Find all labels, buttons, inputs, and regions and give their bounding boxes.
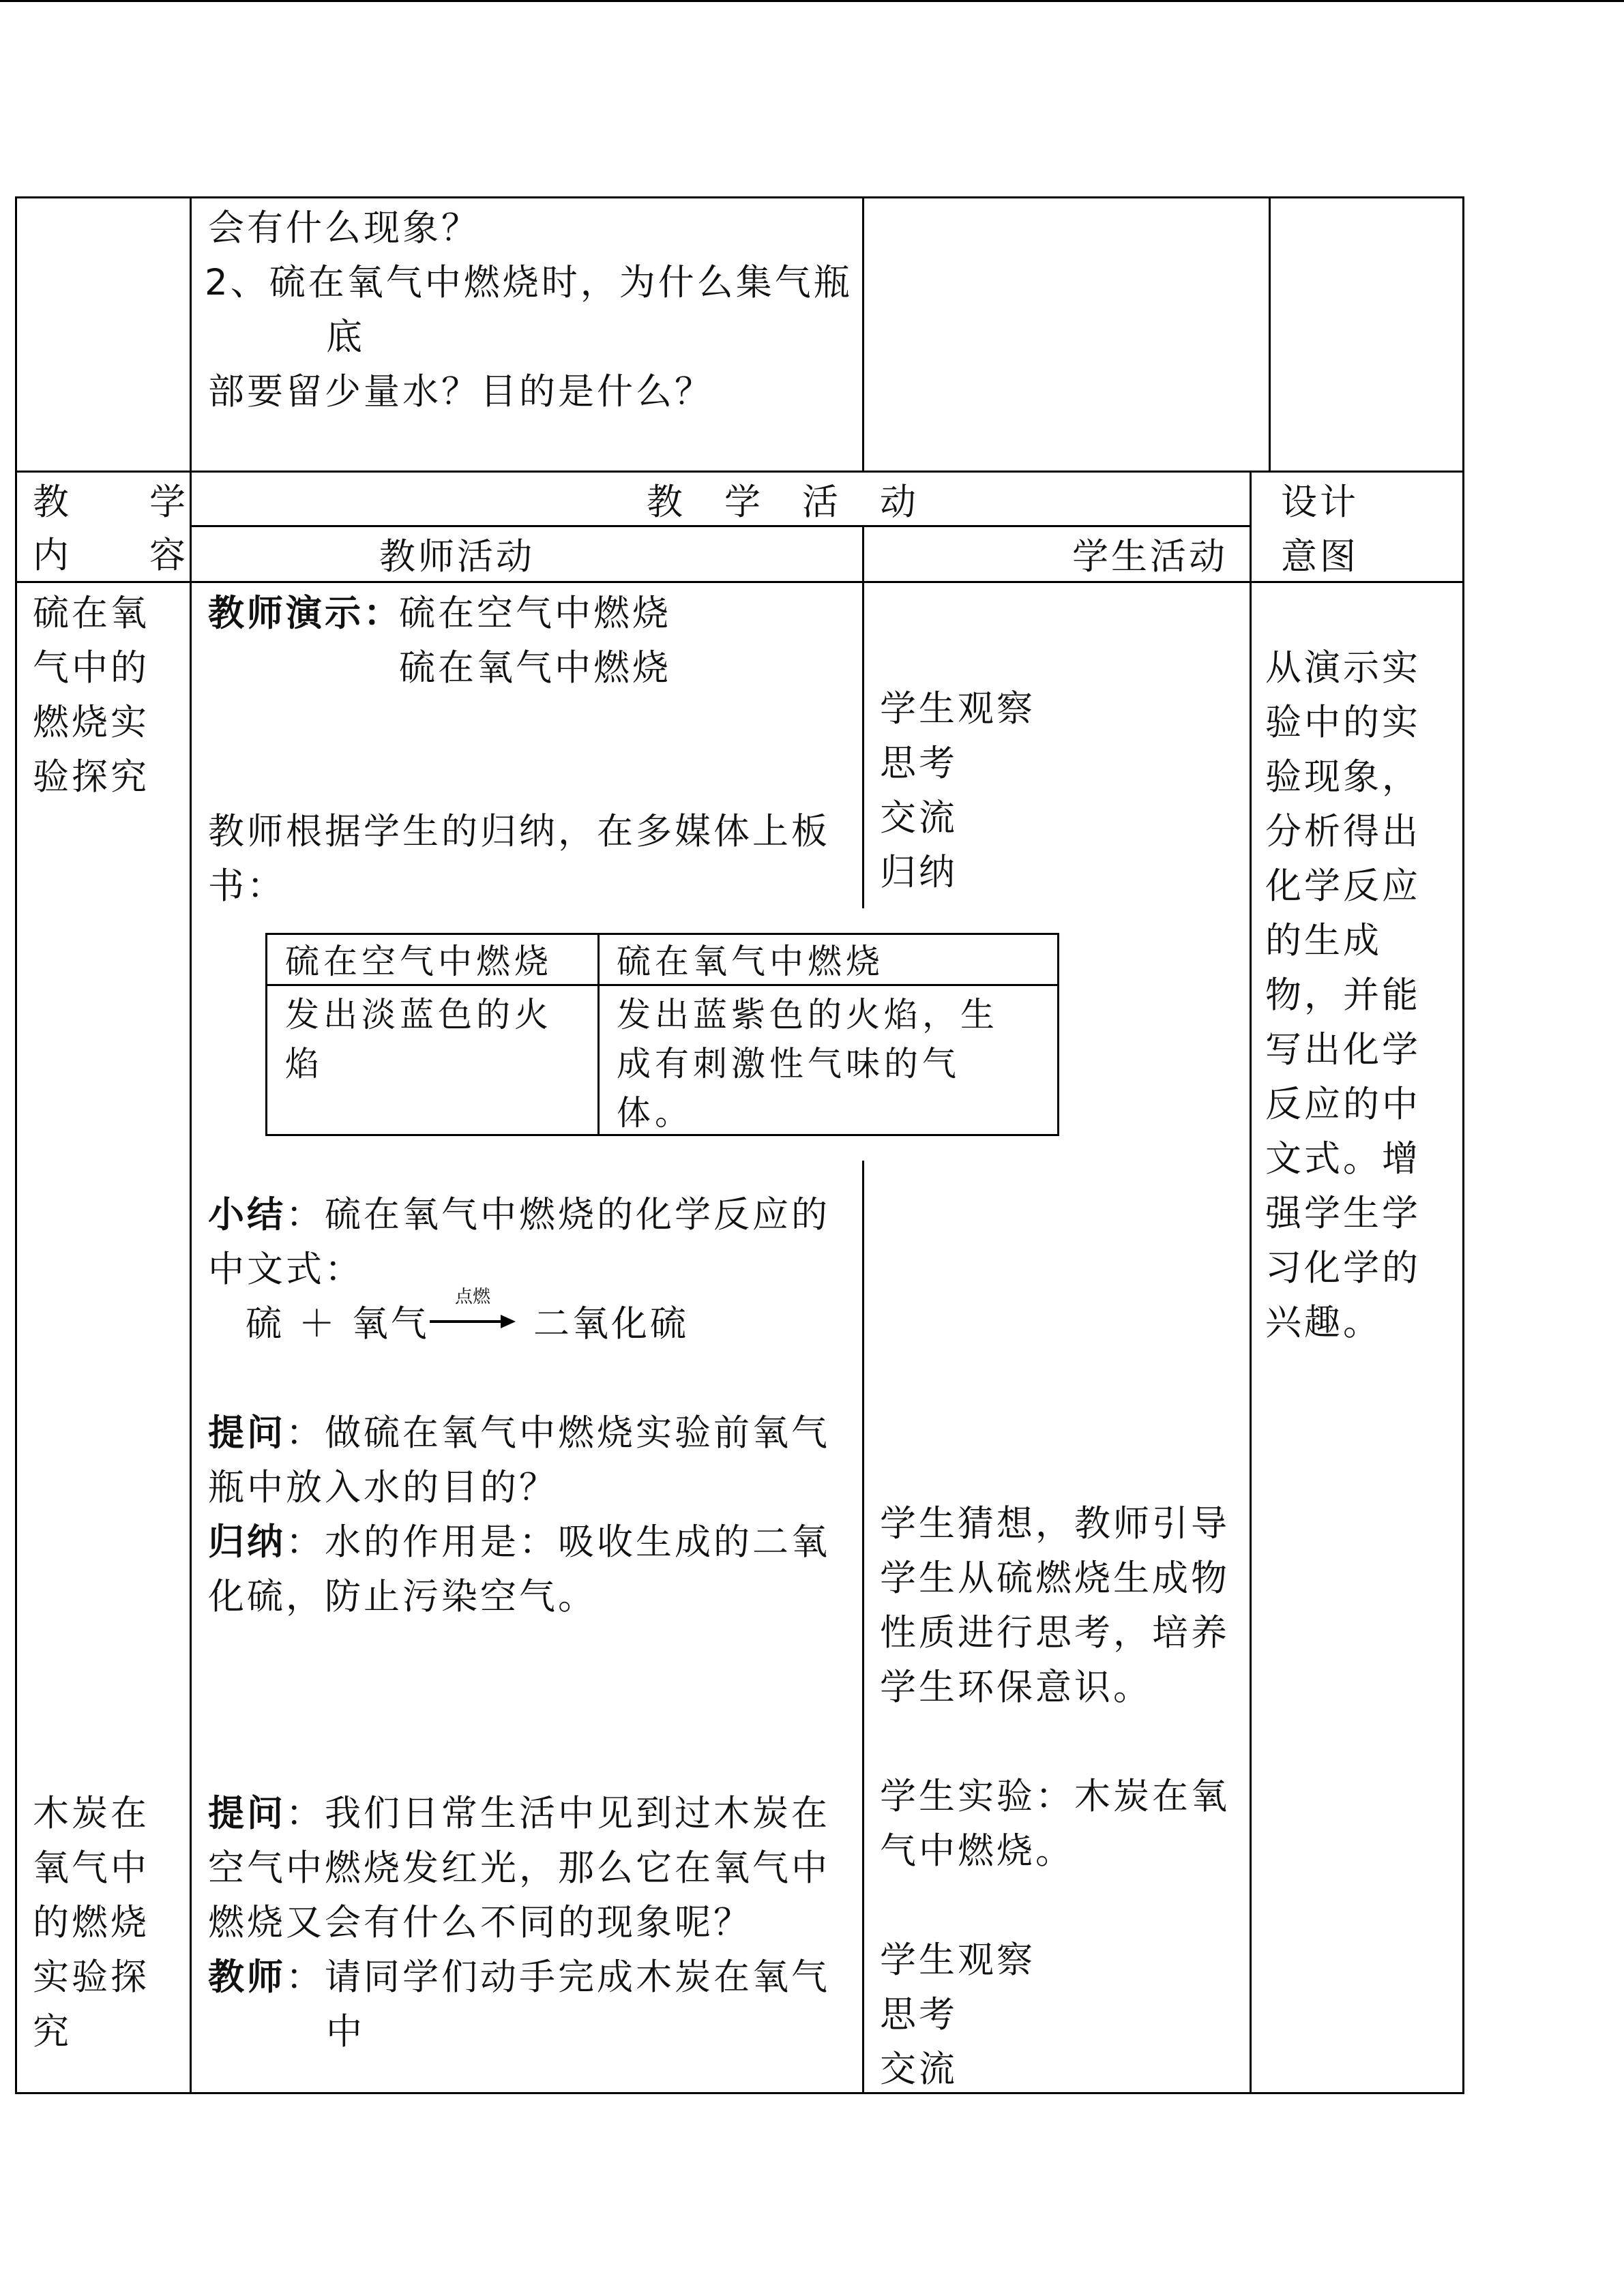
design-line: 从演示实 [1265, 647, 1421, 689]
question-text: ：做硫在氧气中燃烧实验前氧气 [286, 1412, 830, 1454]
student-line: 思考 [880, 743, 958, 784]
content-line: 硫在氧 [33, 593, 149, 634]
question-line: 底 [326, 316, 365, 358]
content-line: 验探究 [33, 756, 149, 798]
header-content-label: 内 容 [33, 535, 188, 576]
design-line: 文式。增 [1265, 1138, 1421, 1180]
compare-cell: 发出蓝紫色的火焰，生 [617, 995, 999, 1034]
design-line: 兴趣。 [1265, 1302, 1382, 1343]
content-line: 的燃烧 [33, 1902, 149, 1943]
equation-condition: 点燃 [454, 1287, 490, 1307]
content-line: 气中的 [33, 647, 149, 689]
teacher-line: 中 [326, 2011, 365, 2053]
student-line: 学生观察 [880, 1939, 1035, 1981]
summary-text: ：硫在氧气中燃烧的化学反应的 [286, 1194, 830, 1236]
summary-line: 中文式： [208, 1249, 364, 1290]
header-design-label: 设计 [1281, 481, 1359, 523]
content-line: 燃烧实 [33, 702, 149, 743]
compare-cell: 发出淡蓝色的火 [285, 995, 552, 1034]
compare-header: 硫在空气中燃烧 [285, 942, 552, 981]
reaction-arrow-icon [428, 1287, 517, 1332]
summary-label: 小结 [208, 1194, 286, 1236]
equation-arrow [428, 1287, 517, 1332]
student-line: 学生从硫燃烧生成物 [880, 1557, 1230, 1599]
header-content-label: 教 学 [33, 481, 188, 523]
question-line: 空气中燃烧发红光，那么它在氧气中 [208, 1847, 830, 1889]
content-line: 究 [33, 2011, 72, 2053]
design-line: 写出化学 [1265, 1029, 1421, 1071]
student-line: 学生环保意识。 [880, 1667, 1152, 1708]
student-line: 归纳 [880, 852, 958, 893]
design-line: 物，并能 [1265, 974, 1421, 1016]
equation-left: 硫 ＋ 氧气 [246, 1303, 430, 1345]
summary-line [208, 1188, 830, 1242]
content-line: 实验探 [33, 1956, 149, 1998]
student-line: 气中燃烧。 [880, 1830, 1074, 1872]
student-line: 学生实验：木炭在氧 [880, 1776, 1230, 1817]
student-line: 交流 [880, 2048, 958, 2090]
conclude-line [208, 1515, 830, 1570]
student-line: 交流 [880, 797, 958, 839]
teacher-line [208, 1950, 830, 2005]
conclude-label: 归纳 [208, 1521, 286, 1563]
header-student-activity: 学生活动 [1072, 536, 1228, 578]
student-line: 学生猜想，教师引导 [880, 1503, 1230, 1545]
design-line: 化学反应 [1265, 865, 1421, 907]
question-text: ：我们日常生活中见到过木炭在 [286, 1793, 830, 1834]
question-line: 部要留少量水？目的是什么？ [208, 371, 713, 413]
student-line: 思考 [880, 1994, 958, 2036]
question-line: 瓶中放入水的目的？ [208, 1467, 558, 1508]
question-label: 提问 [208, 1412, 286, 1454]
student-line: 学生观察 [880, 688, 1035, 730]
compare-cell: 焰 [285, 1044, 323, 1084]
board-line: 书： [208, 865, 286, 907]
design-line: 强学生学 [1265, 1193, 1421, 1234]
question-line: 2、硫在氧气中燃烧时，为什么集气瓶 [205, 262, 853, 303]
header-teacher-activity: 教师活动 [379, 536, 535, 578]
equation-right: 二氧化硫 [533, 1303, 689, 1345]
question-line [208, 1787, 830, 1841]
compare-cell: 成有刺激性气味的气 [617, 1044, 960, 1084]
question-line: 会有什么现象？ [208, 207, 480, 249]
design-line: 的生成 [1265, 920, 1382, 961]
design-line: 习化学的 [1265, 1247, 1421, 1289]
board-line: 教师根据学生的归纳，在多媒体上板 [208, 811, 830, 852]
design-line: 分析得出 [1265, 811, 1421, 852]
student-line: 性质进行思考，培养 [880, 1612, 1230, 1654]
design-line: 验现象， [1265, 756, 1421, 798]
conclude-text: ：水的作用是：吸收生成的二氧 [286, 1521, 830, 1563]
question-label: 提问 [208, 1793, 286, 1834]
content-line: 木炭在 [33, 1793, 149, 1834]
design-line: 反应的中 [1265, 1084, 1421, 1125]
compare-cell: 体。 [617, 1093, 693, 1133]
teacher-text: ：请同学们动手完成木炭在氧气 [286, 1956, 830, 1998]
header-design-label: 意图 [1281, 536, 1359, 578]
demo-item: 硫在空气中燃烧 [399, 593, 671, 634]
page-top-border [0, 0, 1624, 2]
question-line: 燃烧又会有什么不同的现象呢？ [208, 1902, 752, 1943]
conclude-line: 化硫，防止污染空气。 [208, 1576, 597, 1617]
content-line: 氧气中 [33, 1847, 149, 1889]
teacher-label: 教师 [208, 1956, 286, 1998]
header-activity-title: 教 学 活 动 [647, 481, 919, 523]
question-line [208, 1406, 830, 1461]
design-line: 验中的实 [1265, 702, 1421, 743]
compare-header: 硫在氧气中燃烧 [617, 942, 884, 981]
demo-item: 硫在氧气中燃烧 [399, 647, 671, 689]
demo-label: 教师演示： [208, 593, 402, 634]
